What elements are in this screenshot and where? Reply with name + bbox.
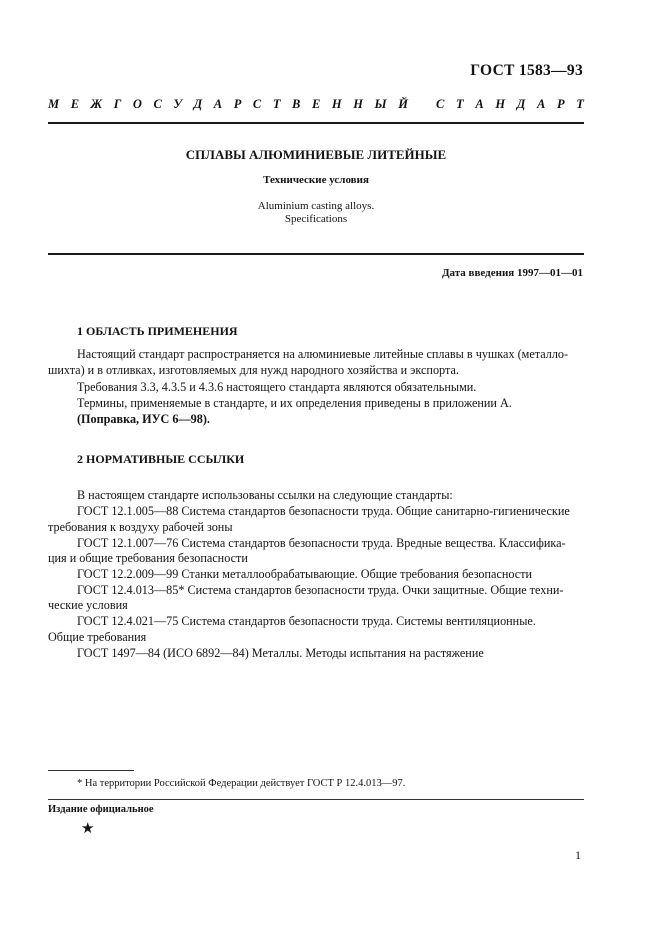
ref1-line1: ГОСТ 12.1.005—88 Система стандартов безопасности труда. Общие санитарно-гигиенические (77, 504, 570, 518)
english-title-line1: Aluminium casting alloys. (257, 200, 375, 212)
banner-letter: А (475, 97, 484, 111)
banner-letter: В (292, 97, 301, 111)
star-icon: ★ (81, 821, 95, 837)
banner-letter: Г (113, 97, 122, 111)
banner-letter: А (536, 97, 546, 111)
banner-letter: Н (495, 97, 506, 111)
section1-amendment: (Поправка, ИУС 6—98). (77, 412, 210, 426)
section1-heading: 1 ОБЛАСТЬ ПРИМЕНЕНИЯ (77, 324, 238, 338)
banner-letter: С (153, 97, 162, 111)
banner-letter: У (173, 97, 183, 111)
edition-label: Издание официальное (48, 804, 154, 815)
ref4-line1: ГОСТ 12.4.013—85* Система стандартов безопасности труда. Очки защитные. Общие техни- (77, 583, 564, 597)
page-number: 1 (575, 848, 581, 862)
section2-heading: 2 НОРМАТИВНЫЕ ССЫЛКИ (77, 452, 245, 466)
footnote-rule (48, 770, 134, 771)
banner-letter: Р (233, 97, 242, 111)
banner-letter: Е (70, 97, 80, 111)
banner-letter: Д (193, 97, 203, 111)
english-title-line2: Specifications (284, 213, 348, 225)
ref2-line1: ГОСТ 12.1.007—76 Система стандартов безопасности труда. Вредные вещества. Классифика- (77, 536, 566, 550)
edition-rule (48, 799, 584, 800)
banner-letter: С (436, 97, 445, 111)
standard-type-banner (48, 97, 584, 112)
introduction-date: Дата введения 1997—01—01 (441, 267, 583, 279)
ref6: ГОСТ 1497—84 (ИСО 6892—84) Металлы. Методы испытания на растяжение (77, 646, 484, 660)
banner-letter: Т (272, 97, 281, 111)
section1-para1-line1 (77, 346, 584, 362)
banner-word-standard (436, 97, 584, 112)
banner-letter: Р (556, 97, 565, 111)
banner-letter: Е (311, 97, 321, 111)
banner-letter: Ж (90, 97, 103, 111)
ref5-line1: ГОСТ 12.4.021—75 Система стандартов безопасности труда. Системы вентиляционные. (77, 614, 536, 628)
document-subtitle: Технические условия (263, 174, 369, 186)
banner-letter: С (252, 97, 262, 111)
section1-para1-line1-text: Настоящий стандарт распространяется на алюминиевые литейные сплавы в чушках (металло- (77, 347, 569, 361)
banner-letter: М (48, 97, 60, 111)
banner-letter: Ы (374, 97, 387, 111)
ref4-line2: ческие условия (48, 598, 128, 612)
banner-word-interstate (48, 97, 408, 112)
ref5-line2: Общие требования (48, 630, 147, 644)
section1-para2: Требования 3.3, 4.3.5 и 4.3.6 настоящего стандарта являются обязательными. (77, 380, 477, 394)
banner-letter: Т (576, 97, 584, 111)
standard-number: ГОСТ 1583—93 (470, 62, 583, 79)
banner-letter: Н (331, 97, 342, 111)
header-rule (48, 122, 584, 124)
banner-letter: Н (353, 97, 363, 111)
banner-letter: О (132, 97, 142, 111)
ref2-line2: ция и общие требования безопасности (48, 551, 248, 565)
section2-intro: В настоящем стандарте использованы ссылки на следующие стандарты: (77, 488, 453, 502)
ref1-line2: требования к воздуху рабочей зоны (48, 520, 233, 534)
banner-letter: Д (516, 97, 526, 111)
document-title: СПЛАВЫ АЛЮМИНИЕВЫЕ ЛИТЕЙНЫЕ (185, 147, 447, 162)
section1-para1-line2: шихта) и в отливках, изготовляемых для нужд народного хозяйства и экспорта. (48, 363, 459, 377)
title-rule (48, 253, 584, 255)
banner-letter: Й (398, 97, 408, 111)
banner-letter: Т (456, 97, 464, 111)
section1-para3: Термины, применяемые в стандарте, и их определения приведены в приложении А. (77, 396, 512, 410)
footnote: * На территории Российской Федерации действует ГОСТ Р 12.4.013—97. (77, 778, 406, 789)
banner-letter: А (213, 97, 223, 111)
ref3: ГОСТ 12.2.009—99 Станки металлообрабатывающие. Общие требования безопасности (77, 567, 533, 581)
